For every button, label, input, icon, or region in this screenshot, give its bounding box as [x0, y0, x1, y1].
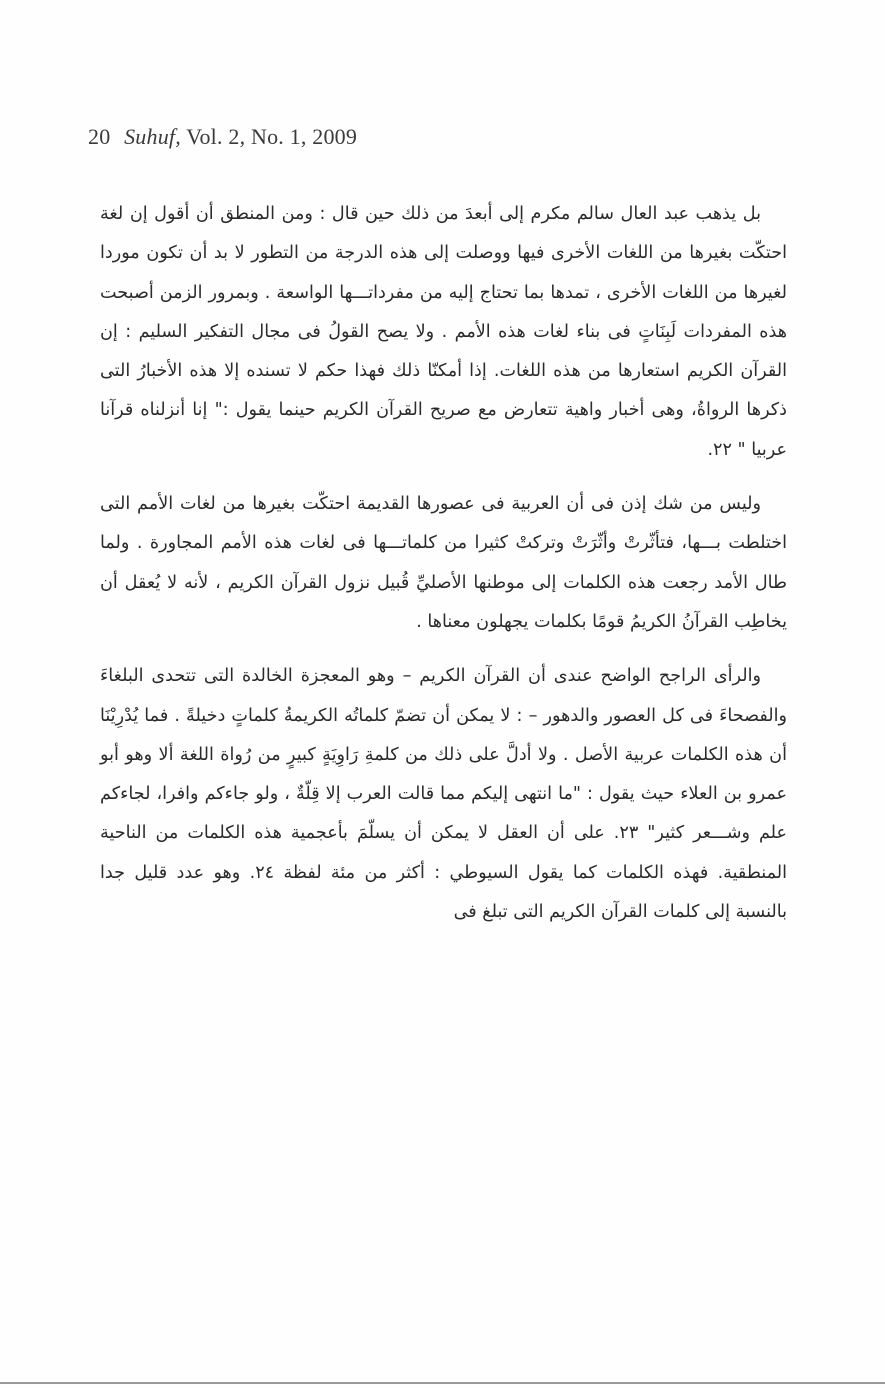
paragraph-1: بل يذهب عبد العال سالم مكرم إلى أبعدَ من ذلك حين قال : ومن المنطق أن أقول إن لغة احتكّت بغيرها من اللغات الأخرى فيها ووصلت إلى هذه الدرجة من التطور لا بد أن تكون موردا لغيرها من اللغات الأخرى ، تمدها بما تحتاج إليه من مفرداتـــها الواسعة . وبمرور الزمن أصبحت هذه المفردات لَبِنَاتٍ فى بناء لغات هذه الأمم . ولا يصح القولُ فى مجال التفكير السليم : إن القرآن الكريم استعارها من هذه اللغات. إذا أمكنّا ذلك فهذا حكم لا تسنده إلا هذه الأخبارُ التى ذكرها الرواةُ، وهى أخبار واهية تتعارض مع صريح القرآن الكريم حينما يقول :" إنا أنزلناه قرآنا عربيا " ٢٢.: [100, 204, 787, 460]
page-number: 20: [88, 124, 111, 149]
volume-info: Vol. 2, No. 1, 2009: [186, 124, 358, 149]
paragraph-3: والرأى الراجح الواضح عندى أن القرآن الكريم – وهو المعجزة الخالدة التى تتحدى البلغاءَ والفصحاءَ فى كل العصور والدهور – : لا يمكن أن تضمّ كلماتُه الكريمةُ كلماتٍ دخيلةً . فما يُدْرِيْنَا أن هذه الكلمات عربية الأصل . ولا أدلَّ على ذلك من كلمةِ رَاوِيَةٍ كبيرٍ من رُواة اللغة ألا وهو أبو عمرو بن العلاء حيث يقول : "ما انتهى إليكم مما قالت العرب إلا قِلّةٌ ، ولو جاءكم وافرا، لجاءكم علم وشـــعر كثير" ٢٣. على أن العقل لا يمكن أن يسلّمَ بأعجمية هذه الكلمات من الناحية المنطقية. فهذه الكلمات كما يقول السيوطي : أكثر من مئة لفظة ٢٤. وهو عدد قليل جدا بالنسبة إلى كلمات القرآن الكريم التى تبلغ فى: [100, 666, 787, 923]
paragraph-2: وليس من شك إذن فى أن العربية فى عصورها القديمة احتكّت بغيرها من لغات الأمم التى اختلطت بـــها، فتأثّرتْ وأثّرَتْ وتركتْ كثيرا من كلماتـــها فى لغات هذه الأمم المجاورة . ولما طال الأمد رجعت هذه الكلمات إلى موطنها الأصليِّ قُبيل نزول القرآن الكريم ، لأنه لا يُعقل أن يخاطِب القرآنُ الكريمُ قومًا بكلمات يجهلون معناها .: [100, 494, 787, 632]
running-header: [88, 124, 357, 150]
scan-bottom-edge: [0, 1382, 885, 1384]
body-text: [100, 195, 787, 932]
journal-name: Suhuf,: [124, 124, 181, 149]
